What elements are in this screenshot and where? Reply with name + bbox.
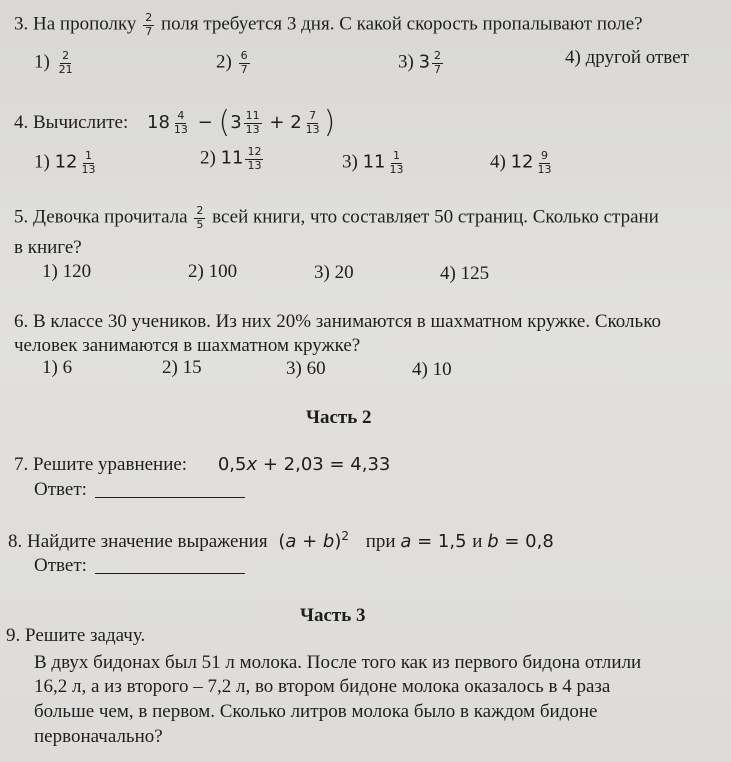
- q7-equation: 0,5x + 2,03 = 4,33: [217, 454, 391, 475]
- q4-option-4: 4) 12 $\frac{9}{13}$: [490, 149, 552, 176]
- q9-line-2: 16,2 л, а из второго – 7,2 л, во втором бидоне молока оказалось в 4 раза: [34, 676, 611, 697]
- q7-answer-blank: [95, 497, 245, 498]
- part-2-heading: Часть 2: [306, 407, 372, 428]
- q3-option-1-fraction: $\frac{2}{21}$: [58, 49, 73, 76]
- q3-question: [14, 12, 643, 38]
- q6-line1: 6. В классе 30 учеников. Из них 20% занимаются в шахматном кружке. Сколько: [14, 311, 661, 332]
- q8-label: 8. Найдите значение выражения: [8, 531, 268, 552]
- q3-option-1: 1) $\frac{2}{21}$: [34, 49, 73, 76]
- q3-fraction: $\frac{2}{7}$: [145, 11, 153, 38]
- q7-question: [14, 455, 390, 474]
- q6-line2: человек занимаются в шахматном кружке?: [14, 335, 361, 356]
- q6-option-2: 2) 15: [162, 357, 202, 378]
- q8-answer: Ответ:: [34, 556, 245, 575]
- q6-option-4: 4) 10: [412, 359, 452, 380]
- q5-label: 5. Девочка прочитала: [14, 206, 188, 228]
- q4-question: [14, 105, 336, 140]
- q8-answer-blank: [95, 573, 245, 574]
- part-3-heading: Часть 3: [300, 605, 366, 626]
- q8-question: 8. Найдите значение выражения $(a + b)^2$ при a = 1,5 и b = 0,8: [8, 529, 554, 552]
- q9-line-3: больше чем, в первом. Сколько литров молока было в каждом бидоне: [34, 701, 598, 722]
- q6-option-3: 3) 60: [286, 358, 326, 379]
- q3-option-2: 2) $\frac{6}{7}$: [216, 49, 248, 76]
- q3-option-4: 4) другой ответ: [565, 47, 689, 68]
- q5-option-1: 1) 120: [42, 261, 92, 282]
- q7-label: 7. Решите уравнение:: [14, 454, 188, 475]
- q3-option-3-fraction: $\frac{2}{7}$: [434, 49, 442, 76]
- q4-option-1: 1) 12 $\frac{1}{13}$: [34, 149, 96, 176]
- q6-option-1: 1) 6: [42, 357, 73, 378]
- q5-line2: в книге?: [14, 237, 82, 258]
- q5-option-2: 2) 100: [188, 261, 238, 282]
- q9-line-1: В двух бидонах был 51 л молока. После того как из первого бидона отлили: [34, 652, 642, 673]
- q4-label: 4. Вычислите:: [14, 112, 129, 133]
- q4-option-2: 2) 11 $\frac{12}{13}$: [200, 145, 262, 172]
- q8-expression: $(a + b)^2$: [278, 529, 350, 552]
- q4-option-3: 3) 11 $\frac{1}{13}$: [342, 149, 404, 176]
- q9-line-4: первоначально?: [34, 726, 163, 747]
- q3-text: поля требуется 3 дня. С какой скорость пропалывают поле?: [160, 13, 643, 35]
- q3-option-3: 3) 3 $\frac{2}{7}$: [398, 49, 442, 76]
- q3-option-2-fraction: $\frac{6}{7}$: [240, 49, 248, 76]
- q5-fraction: $\frac{2}{5}$: [196, 204, 204, 231]
- q5-text: всей книги, что составляет 50 страниц. Сколько страни: [212, 206, 659, 228]
- q5-option-4: 4) 125: [440, 263, 490, 284]
- q5-question: [14, 205, 659, 231]
- q3-label: 3. На прополку: [14, 13, 137, 35]
- q9-label: 9. Решите задачу.: [6, 625, 146, 646]
- q4-expression: 18 $\frac{4}{13}$ − (3 $\frac{11}{13}$ + 2 $\frac{7}{13}$ ): [147, 105, 336, 140]
- q7-answer: Ответ:: [34, 480, 245, 499]
- q8-condition: a = 1,5: [400, 531, 473, 552]
- q5-option-3: 3) 20: [314, 262, 354, 283]
